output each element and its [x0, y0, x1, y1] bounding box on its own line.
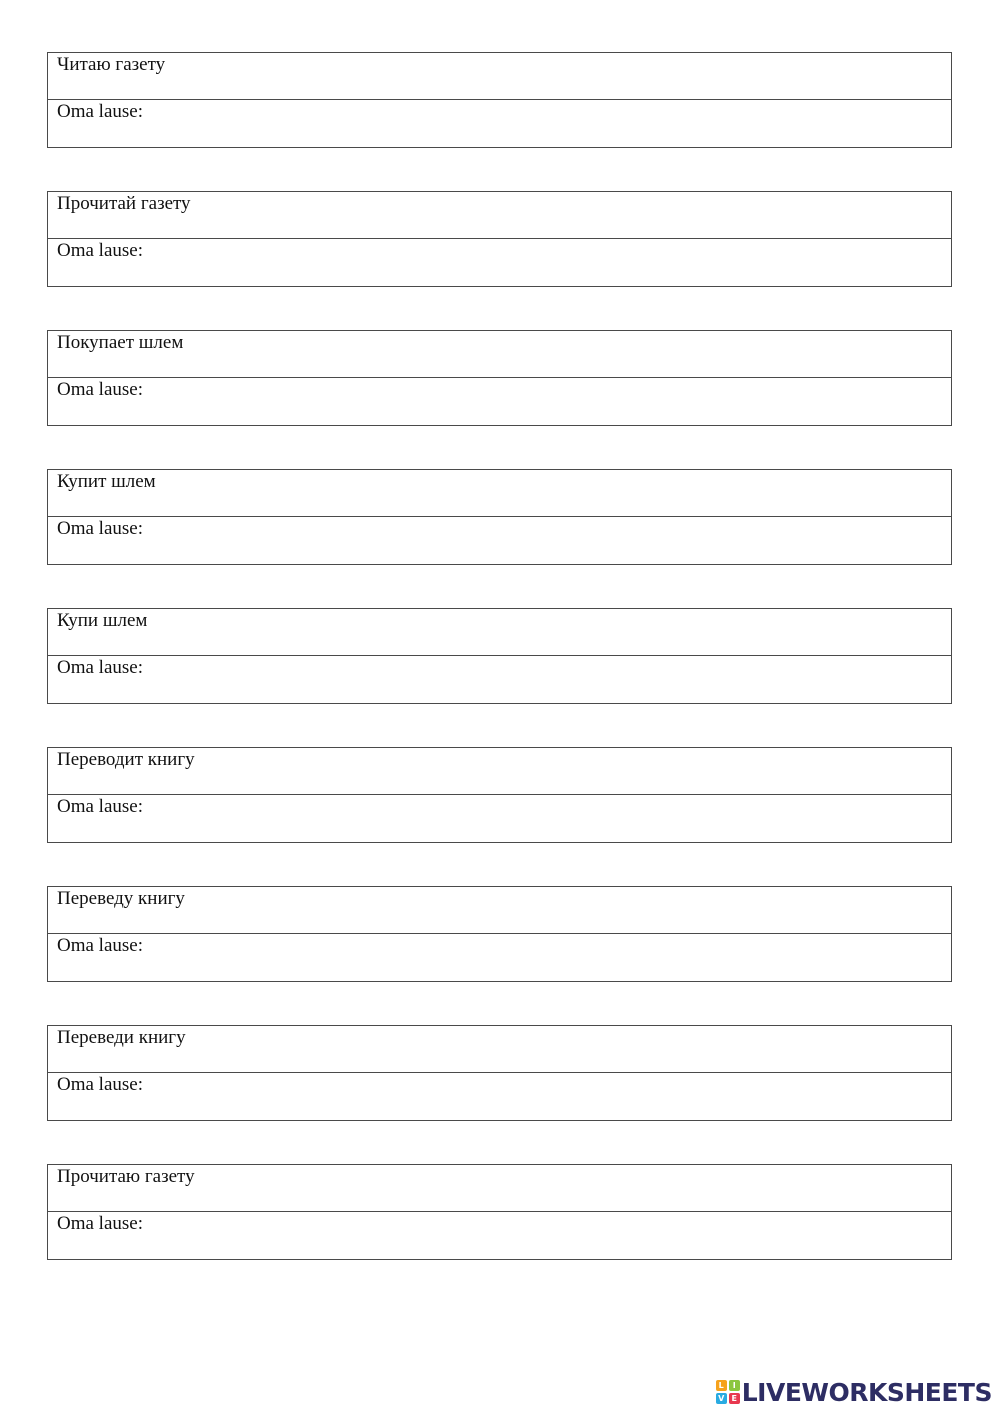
prompt-text: Переведу книгу: [48, 887, 951, 934]
exercise-box: [47, 886, 952, 982]
exercise-box: [47, 1164, 952, 1260]
exercise-box: [47, 747, 952, 843]
answer-label: Oma lause:: [57, 1213, 144, 1234]
answer-field[interactable]: [48, 378, 951, 425]
logo-tile-i: I: [729, 1380, 740, 1391]
exercise-box: [47, 608, 952, 704]
answer-field[interactable]: [48, 1073, 951, 1120]
answer-label: Oma lause:: [57, 1074, 144, 1095]
answer-label: Oma lause:: [57, 240, 144, 261]
logo-tile-e: E: [729, 1393, 740, 1404]
answer-field[interactable]: [48, 1212, 951, 1259]
answer-field[interactable]: [48, 656, 951, 703]
exercise-box: [47, 330, 952, 426]
worksheet: [47, 52, 952, 1303]
prompt-text: Прочитай газету: [48, 192, 951, 239]
answer-field[interactable]: [48, 934, 951, 981]
exercise-box: [47, 191, 952, 287]
brand-text: LIVEWORKSHEETS: [741, 1377, 992, 1407]
answer-label: Oma lause:: [57, 101, 144, 122]
answer-field[interactable]: [48, 795, 951, 842]
logo-tile-l: L: [716, 1380, 727, 1391]
prompt-text: Покупает шлем: [48, 331, 951, 378]
prompt-text: Переводит книгу: [48, 748, 951, 795]
answer-label: Oma lause:: [57, 379, 144, 400]
prompt-text: Прочитаю газету: [48, 1165, 951, 1212]
answer-field[interactable]: [48, 239, 951, 286]
exercise-box: [47, 52, 952, 148]
liveworksheets-icon: [716, 1380, 740, 1404]
logo-tile-v: V: [716, 1393, 727, 1404]
prompt-text: Читаю газету: [48, 53, 951, 100]
liveworksheets-logo: [716, 1377, 992, 1407]
prompt-text: Купит шлем: [48, 470, 951, 517]
answer-field[interactable]: [48, 100, 951, 147]
answer-label: Oma lause:: [57, 657, 144, 678]
answer-field[interactable]: [48, 517, 951, 564]
answer-label: Oma lause:: [57, 796, 144, 817]
prompt-text: Купи шлем: [48, 609, 951, 656]
prompt-text: Переведи книгу: [48, 1026, 951, 1073]
exercise-box: [47, 1025, 952, 1121]
exercise-box: [47, 469, 952, 565]
answer-label: Oma lause:: [57, 518, 144, 539]
answer-label: Oma lause:: [57, 935, 144, 956]
